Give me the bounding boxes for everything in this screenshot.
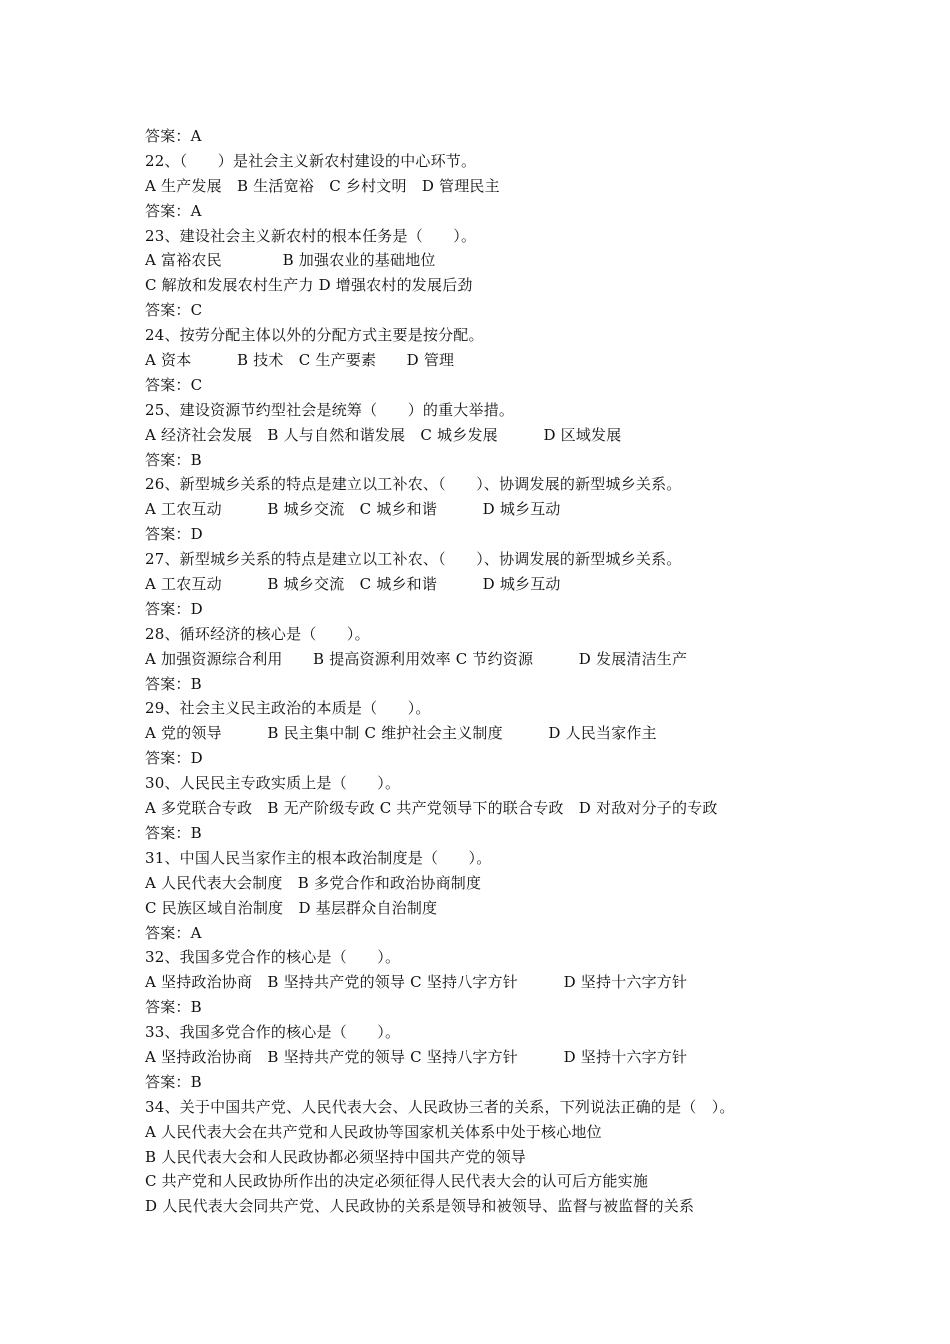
options-23-cd: C 解放和发展农村生产力 D 增强农村的发展后劲 <box>145 276 473 295</box>
answer-28: 答案：B <box>145 674 202 693</box>
answer-27: 答案：D <box>145 599 203 618</box>
question-25: 25、建设资源节约型社会是统筹（ ）的重大举措。 <box>145 400 515 419</box>
options-28: A 加强资源综合利用 B 提高资源利用效率 C 节约资源 D 发展清洁生产 <box>145 649 688 668</box>
question-26: 26、新型城乡关系的特点是建立以工补农、（ ）、协调发展的新型城乡关系。 <box>145 475 682 494</box>
answer-24: 答案：C <box>145 375 203 394</box>
options-25: A 经济社会发展 B 人与自然和谐发展 C 城乡发展 D 区域发展 <box>145 425 622 444</box>
option-34-a: A 人民代表大会在共产党和人民政协等国家机关体系中处于核心地位 <box>145 1122 602 1141</box>
options-22: A 生产发展 B 生活宽裕 C 乡村文明 D 管理民主 <box>145 176 500 195</box>
question-34: 34、关于中国共产党、人民代表大会、人民政协三者的关系，下列说法正确的是（ ）。 <box>145 1097 735 1116</box>
options-29: A 党的领导 B 民主集中制 C 维护社会主义制度 D 人民当家作主 <box>145 724 657 743</box>
options-31-cd: C 民族区域自治制度 D 基层群众自治制度 <box>145 898 438 917</box>
question-29: 29、社会主义民主政治的本质是（ ）。 <box>145 699 431 718</box>
question-28: 28、循环经济的核心是（ ）。 <box>145 624 370 643</box>
question-31: 31、中国人民当家作主的根本政治制度是（ ）。 <box>145 848 492 867</box>
answer-23: 答案：C <box>145 301 203 320</box>
answer-30: 答案：B <box>145 823 202 842</box>
option-34-d: D 人民代表大会同共产党、人民政协的关系是领导和被领导、监督与被监督的关系 <box>145 1197 695 1216</box>
option-34-c: C 共产党和人民政协所作出的决定必须征得人民代表大会的认可后方能实施 <box>145 1172 649 1191</box>
answer-26: 答案：D <box>145 525 203 544</box>
question-list <box>145 124 845 1219</box>
options-33: A 坚持政治协商 B 坚持共产党的领导 C 坚持八字方针 D 坚持十六字方针 <box>145 1047 688 1066</box>
answer-33: 答案：B <box>145 1072 202 1091</box>
question-32: 32、我国多党合作的核心是（ ）。 <box>145 948 401 967</box>
options-30: A 多党联合专政 B 无产阶级专政 C 共产党领导下的联合专政 D 对敌对分子的专政 <box>145 799 718 818</box>
question-22: 22、（ ）是社会主义新农村建设的中心环节。 <box>145 151 477 170</box>
answer-31: 答案：A <box>145 923 202 942</box>
options-31-ab: A 人民代表大会制度 B 多党合作和政治协商制度 <box>145 873 482 892</box>
question-23: 23、建设社会主义新农村的根本任务是（ ）。 <box>145 226 477 245</box>
answer-29: 答案：D <box>145 749 203 768</box>
options-27: A 工农互动 B 城乡交流 C 城乡和谐 D 城乡互动 <box>145 575 561 594</box>
question-33: 33、我国多党合作的核心是（ ）。 <box>145 1023 401 1042</box>
question-24: 24、按劳分配主体以外的分配方式主要是按分配。 <box>145 326 484 345</box>
answer-25: 答案：B <box>145 450 202 469</box>
options-24: A 资本 B 技术 C 生产要素 D 管理 <box>145 351 455 370</box>
options-26: A 工农互动 B 城乡交流 C 城乡和谐 D 城乡互动 <box>145 500 561 519</box>
answer-22: 答案：A <box>145 201 202 220</box>
answer-line: 答案：A <box>145 127 202 145</box>
question-30: 30、人民民主专政实质上是（ ）。 <box>145 774 401 793</box>
question-27: 27、新型城乡关系的特点是建立以工补农、（ ）、协调发展的新型城乡关系。 <box>145 550 682 569</box>
options-23-ab: A 富裕农民 B 加强农业的基础地位 <box>145 251 436 270</box>
option-34-b: B 人民代表大会和人民政协都必须坚持中国共产党的领导 <box>145 1147 526 1166</box>
options-32: A 坚持政治协商 B 坚持共产党的领导 C 坚持八字方针 D 坚持十六字方针 <box>145 973 688 992</box>
answer-32: 答案：B <box>145 998 202 1017</box>
